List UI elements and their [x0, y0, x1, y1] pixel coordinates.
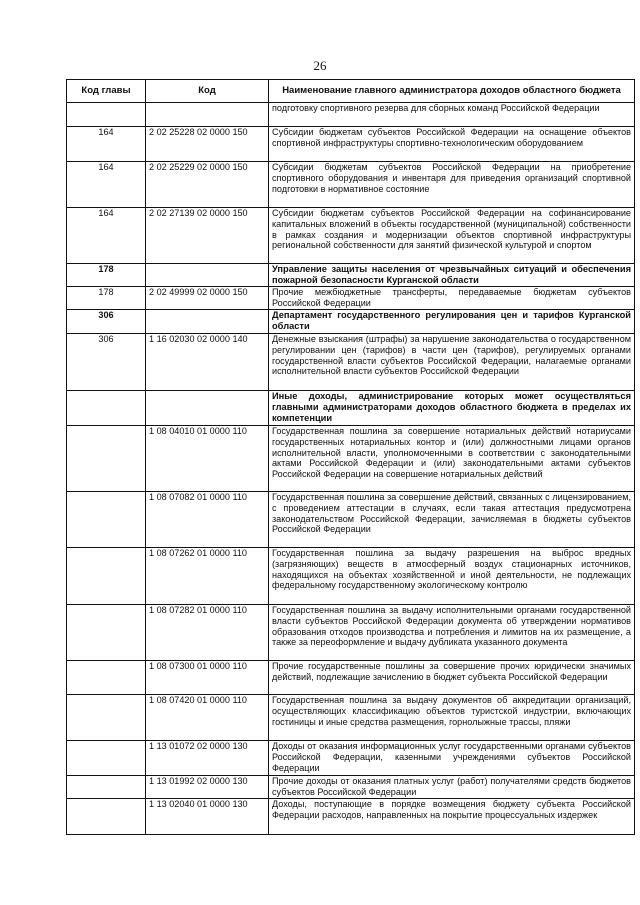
revenue-name-cell: Субсидии бюджетам субъектов Российской Федерации на приобретение спортивного оборудования и инвентаря для приведения организаций спортивной подготовки в нормативное состояние [269, 162, 635, 208]
revenue-name-cell: Доходы от оказания информационных услуг государственными органами субъектов Российской Федерации, казенными учреждениями субъектов Российской Федерации [269, 741, 635, 776]
chapter-code-cell: 164 [67, 162, 146, 208]
chapter-code-cell [67, 695, 146, 741]
revenue-name-cell: Доходы, поступающие в порядке возмещения бюджету субъекта Российской Федерации расходов, направленных на покрытие процессуальных издержек [269, 799, 635, 835]
page-number: 26 [313, 58, 327, 73]
chapter-code-cell: 178 [67, 264, 146, 287]
table-row [67, 741, 635, 776]
table-row [67, 426, 635, 492]
revenue-name-cell: Иные доходы, администрирование которых может осуществляться главными администраторами доходов областного бюджета в пределах их компетенции [269, 391, 635, 426]
budget-code-cell: 1 08 07082 01 0000 110 [146, 492, 269, 548]
budget-code-cell: 1 08 04010 01 0000 110 [146, 426, 269, 492]
revenue-name-cell: Государственная пошлина за совершение действий, связанных с лицензированием, с проведением аттестации в случаях, если такая аттестация предусмотрена законодательством Российской Федерации, зачисляемая в бюджеты субъектов Российской Федерации [269, 492, 635, 548]
chapter-code-cell [67, 548, 146, 605]
budget-code-cell: 1 13 01072 02 0000 130 [146, 741, 269, 776]
revenue-name-cell: Государственная пошлина за выдачу исполнительными органами государственной власти субъектов Российской Федерации документа об утверждении нормативов образования отходов производства и потребления и лимитов на их размещение, а также за переоформление и выдачу дубликата указанного документа [269, 605, 635, 661]
revenue-name-cell: Прочие доходы от оказания платных услуг (работ) получателями средств бюджетов субъектов Российской Федерации [269, 776, 635, 799]
budget-code-cell [146, 103, 269, 127]
budget-code-cell: 1 08 07300 01 0000 110 [146, 661, 269, 695]
revenue-codes-table [66, 79, 635, 835]
table-row [67, 492, 635, 548]
table-row [67, 661, 635, 695]
chapter-code-cell: 306 [67, 334, 146, 391]
table-row [67, 310, 635, 334]
budget-code-cell: 2 02 25229 02 0000 150 [146, 162, 269, 208]
revenue-name-cell: Субсидии бюджетам субъектов Российской Федерации на оснащение объектов спортивной инфраструктуры спортивно-технологическим оборудованием [269, 127, 635, 162]
revenue-name-cell: Государственная пошлина за выдачу документов об аккредитации организаций, осуществляющих классификацию объектов туристской индустрии, включающих гостиницы и иные средства размещения, горнолыжные трассы, пляжи [269, 695, 635, 741]
table-row [67, 103, 635, 127]
chapter-code-cell: 164 [67, 127, 146, 162]
revenue-name-cell: Прочие межбюджетные трансферты, передаваемые бюджетам субъектов Российской Федерации [269, 287, 635, 310]
table-row [67, 162, 635, 208]
budget-code-cell: 1 08 07420 01 0000 110 [146, 695, 269, 741]
header-administrator-name: Наименование главного администратора доходов областного бюджета [269, 80, 635, 103]
budget-code-cell: 1 13 02040 01 0000 130 [146, 799, 269, 835]
chapter-code-cell [67, 492, 146, 548]
chapter-code-cell [67, 741, 146, 776]
budget-code-cell: 1 08 07262 01 0000 110 [146, 548, 269, 605]
header-code: Код [146, 80, 269, 103]
table-row [67, 548, 635, 605]
chapter-code-cell [67, 776, 146, 799]
budget-code-cell: 2 02 27139 02 0000 150 [146, 208, 269, 264]
chapter-code-cell: 306 [67, 310, 146, 334]
table-row [67, 264, 635, 287]
revenue-name-cell: Департамент государственного регулирования цен и тарифов Курганской области [269, 310, 635, 334]
budget-code-cell [146, 310, 269, 334]
budget-code-cell [146, 264, 269, 287]
revenue-name-cell: Денежные взыскания (штрафы) за нарушение законодательства о государственном регулировании цен (тарифов) в части цен (тарифов), регулируемых органами государственной власти субъектов Российской Федерации, налагаемые органами исполнительной власти субъектов Российской Федерации [269, 334, 635, 391]
budget-code-cell: 2 02 49999 02 0000 150 [146, 287, 269, 310]
chapter-code-cell [67, 391, 146, 426]
budget-code-cell: 2 02 25228 02 0000 150 [146, 127, 269, 162]
revenue-name-cell: Прочие государственные пошлины за совершение прочих юридически значимых действий, подлежащие зачислению в бюджет субъекта Российской Федерации [269, 661, 635, 695]
budget-code-cell [146, 391, 269, 426]
revenue-name-cell: подготовку спортивного резерва для сборных команд Российской Федерации [269, 103, 635, 127]
revenue-name-cell: Субсидии бюджетам субъектов Российской Федерации на софинансирование капитальных вложений в объекты государственной (муниципальной) собственности в рамках создания и модернизации объектов спортивной инфраструктуры региональной собственности для занятий физической культурой и спортом [269, 208, 635, 264]
budget-code-cell: 1 13 01992 02 0000 130 [146, 776, 269, 799]
table-body [67, 103, 635, 835]
table-row [67, 799, 635, 835]
chapter-code-cell [67, 661, 146, 695]
header-chapter-code: Код главы [67, 80, 146, 103]
budget-code-cell: 1 08 07282 01 0000 110 [146, 605, 269, 661]
revenue-name-cell: Управление защиты населения от чрезвычайных ситуаций и обеспечения пожарной безопасности Курганской области [269, 264, 635, 287]
chapter-code-cell: 178 [67, 287, 146, 310]
revenue-name-cell: Государственная пошлина за выдачу разрешения на выброс вредных (загрязняющих) веществ в атмосферный воздух стационарных источников, находящихся на объектах хозяйственной и иной деятельности, не подлежащих федеральному государственному экологическому контролю [269, 548, 635, 605]
table-row [67, 287, 635, 310]
chapter-code-cell [67, 426, 146, 492]
chapter-code-cell [67, 605, 146, 661]
table-row [67, 605, 635, 661]
table-row [67, 208, 635, 264]
revenue-name-cell: Государственная пошлина за совершение нотариальных действий нотариусами государственных нотариальных контор и (или) должностными лицами органов исполнительной власти, уполномоченными в соответствии с законодательными актами Российской Федерации и (или) законодательными актами субъектов Российской Федерации на совершение нотариальных действий [269, 426, 635, 492]
table-row [67, 776, 635, 799]
table-row [67, 695, 635, 741]
table-row [67, 391, 635, 426]
chapter-code-cell [67, 103, 146, 127]
table-row [67, 127, 635, 162]
chapter-code-cell [67, 799, 146, 835]
budget-code-cell: 1 16 02030 02 0000 140 [146, 334, 269, 391]
chapter-code-cell: 164 [67, 208, 146, 264]
table-header-row [67, 80, 635, 103]
table-row [67, 334, 635, 391]
